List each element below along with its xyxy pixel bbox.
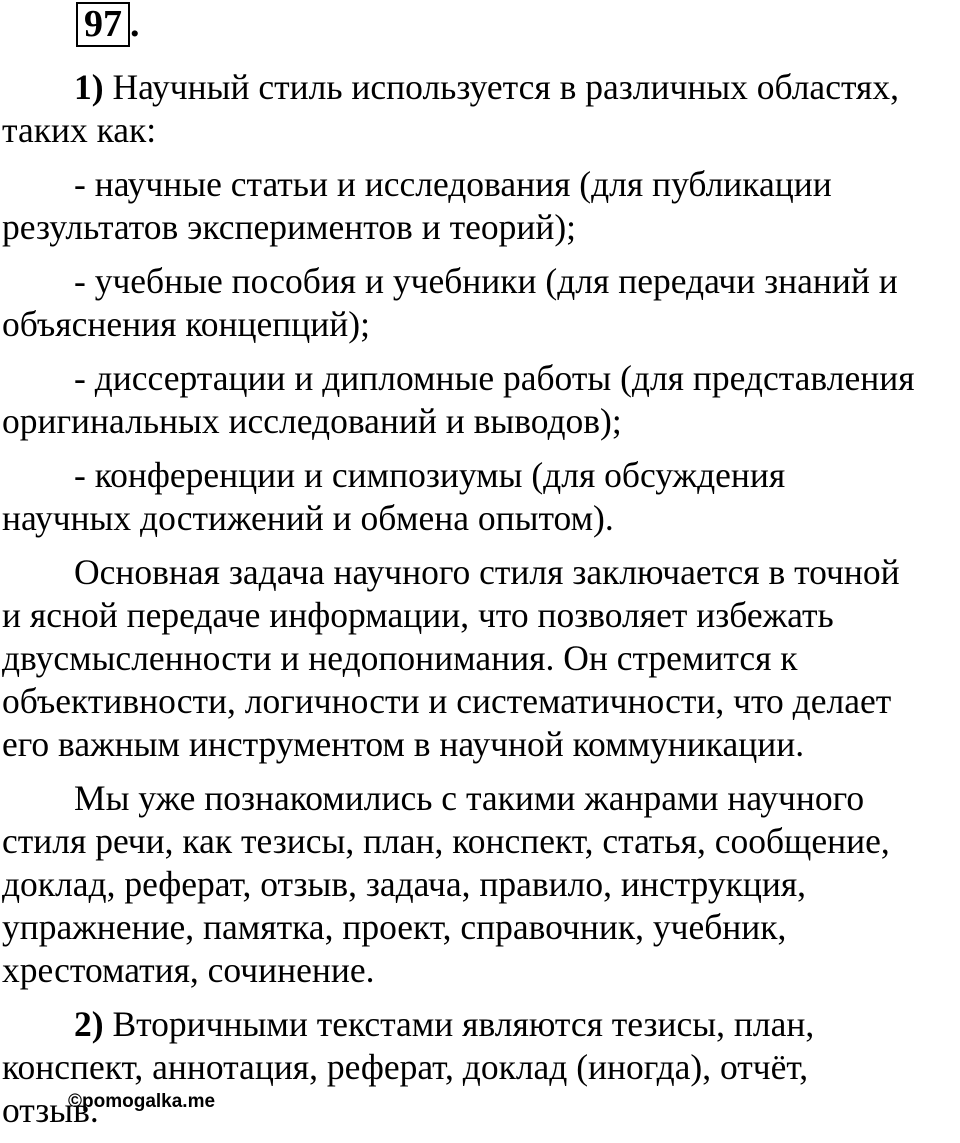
paragraph-line: упражнение, памятка, проект, справочник, учебник, [2, 907, 787, 947]
paragraph-line: результатов экспериментов и теорий); [2, 207, 577, 247]
paragraph-line: таких как: [2, 110, 157, 150]
paragraph-line: объективности, логичности и систематичности, что делает [2, 681, 892, 721]
paragraph-line: доклад, реферат, отзыв, задача, правило, инструкция, [2, 864, 807, 904]
item-number: 2) [74, 1004, 104, 1044]
paragraph-6 [2, 551, 960, 766]
paragraph-7 [2, 777, 960, 992]
paragraph-line: отзыв. [2, 1090, 99, 1130]
paragraph-line: - научные статьи и исследования (для публикации [74, 164, 832, 204]
paragraph-line: хрестоматия, сочинение. [2, 950, 375, 990]
paragraph-line: двусмысленности и недопонимания. Он стремится к [2, 638, 798, 678]
paragraph-line [2, 1003, 960, 1046]
paragraph-line: оригинальных исследований и выводов); [2, 401, 622, 441]
paragraph-line: его важным инструментом в научной коммуникации. [2, 724, 805, 764]
line-text: Научный стиль используется в различных областях, [112, 67, 899, 107]
paragraph-line: и ясной передаче информации, что позволяет избежать [2, 595, 834, 635]
paragraph-1 [2, 66, 960, 152]
paragraph-2 [2, 163, 960, 249]
task-number-box: 97 [76, 2, 130, 47]
paragraph-5 [2, 454, 960, 540]
paragraph-line: Мы уже познакомились с такими жанрами научного [74, 778, 865, 818]
paragraph-line: Основная задача научного стиля заключается в точной [74, 552, 900, 592]
item-number: 1) [74, 67, 104, 107]
paragraph-4 [2, 357, 960, 443]
paragraph-line: конспект, аннотация, реферат, доклад (иногда), отчёт, [2, 1047, 809, 1087]
task-number-dot: . [130, 3, 140, 45]
site-watermark: ©pomogalka.me [68, 1091, 216, 1112]
paragraph-line: - диссертации и дипломные работы (для представления [74, 358, 915, 398]
task-number [76, 2, 140, 45]
document-body [2, 66, 960, 1143]
paragraph-line [2, 66, 960, 109]
paragraph-line: - конференции и симпозиумы (для обсуждения [74, 455, 786, 495]
paragraph-3 [2, 260, 960, 346]
paragraph-line: - учебные пособия и учебники (для передачи знаний и [74, 261, 898, 301]
paragraph-line: объяснения концепций); [2, 304, 370, 344]
paragraph-line: стиля речи, как тезисы, план, конспект, статья, сообщение, [2, 821, 890, 861]
paragraph-line: научных достижений и обмена опытом). [2, 498, 614, 538]
line-text: Вторичными текстами являются тезисы, план, [112, 1004, 815, 1044]
